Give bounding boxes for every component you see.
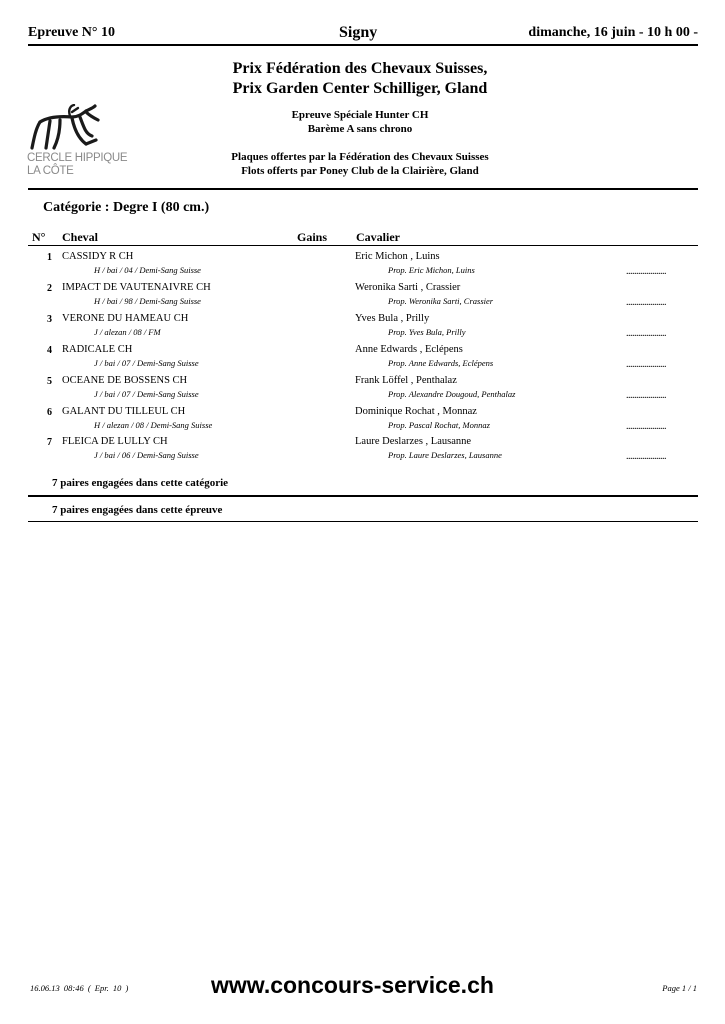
- result-blank: ....................: [626, 297, 666, 308]
- event-date: dimanche, 16 juin - 10 h 00 -: [528, 25, 698, 40]
- category-total: 7 paires engagées dans cette catégorie: [52, 477, 229, 489]
- owner: Prop. Alexandre Dougoud, Penthalaz: [388, 389, 516, 399]
- table-row: [0, 371, 725, 402]
- event-total-divider: [28, 521, 698, 522]
- column-header-gains: Gains: [297, 230, 328, 244]
- result-blank: ....................: [626, 390, 666, 401]
- prize-title-line2: Prix Garden Center Schilliger, Gland: [232, 80, 488, 97]
- entry-number: 2: [47, 283, 52, 294]
- horse-details: J / alezan / 08 / FM: [94, 327, 161, 337]
- table-row: [0, 340, 725, 371]
- horse-details: H / bai / 04 / Demi-Sang Suisse: [94, 265, 201, 275]
- logo-text-line1: CERCLE HIPPIQUE: [27, 152, 128, 164]
- result-blank: ....................: [626, 421, 666, 432]
- result-blank: ....................: [626, 359, 666, 370]
- horse-name: RADICALE CH: [62, 344, 133, 355]
- header-divider: [28, 44, 698, 46]
- rider-name: Dominique Rochat , Monnaz: [355, 406, 477, 417]
- scoring-scale: Barème A sans chrono: [307, 123, 413, 135]
- page-header: [28, 22, 698, 46]
- entry-number: 7: [47, 437, 52, 448]
- summary-divider: [28, 495, 698, 497]
- table-row: [0, 432, 725, 463]
- entry-number: 1: [47, 252, 52, 263]
- horse-details: J / bai / 07 / Demi-Sang Suisse: [94, 389, 199, 399]
- horse-name: GALANT DU TILLEUL CH: [62, 406, 186, 417]
- prize-title-line1: Prix Fédération des Chevaux Suisses,: [232, 60, 488, 77]
- horse-details: J / bai / 07 / Demi-Sang Suisse: [94, 358, 199, 368]
- rider-name: Eric Michon , Luins: [355, 251, 440, 262]
- rider-name: Weronika Sarti , Crassier: [355, 282, 461, 293]
- category-heading: Catégorie : Degre I (80 cm.): [43, 200, 210, 215]
- owner: Prop. Anne Edwards, Eclépens: [388, 358, 494, 368]
- rider-name: Yves Bula , Prilly: [355, 313, 430, 324]
- table-row: [0, 247, 725, 278]
- logo-text-line2: LA CÔTE: [27, 165, 74, 177]
- event-total: 7 paires engagées dans cette épreuve: [52, 504, 223, 516]
- entry-number: 3: [47, 314, 52, 325]
- horse-details: J / bai / 06 / Demi-Sang Suisse: [94, 450, 199, 460]
- horse-rider-icon: [26, 104, 116, 154]
- horse-name: VERONE DU HAMEAU CH: [62, 313, 189, 324]
- horse-name: IMPACT DE VAUTENAIVRE CH: [62, 282, 211, 293]
- owner: Prop. Pascal Rochat, Monnaz: [388, 420, 490, 430]
- horse-name: CASSIDY R CH: [62, 251, 134, 262]
- column-header-number: N°: [32, 230, 46, 244]
- venue: Signy: [339, 24, 378, 41]
- horse-details: H / alezan / 08 / Demi-Sang Suisse: [94, 420, 213, 430]
- owner: Prop. Eric Michon, Luins: [388, 265, 475, 275]
- flots-sponsor: Flots offerts par Poney Club de la Clairière, Gland: [241, 165, 479, 177]
- website-link[interactable]: www.concours-service.ch: [211, 972, 494, 998]
- horse-name: OCEANE DE BOSSENS CH: [62, 375, 188, 386]
- result-blank: ....................: [626, 451, 666, 462]
- owner: Prop. Laure Deslarzes, Lausanne: [388, 450, 502, 460]
- entry-number: 6: [47, 407, 52, 418]
- rider-name: Laure Deslarzes , Lausanne: [355, 436, 472, 447]
- horse-details: H / bai / 98 / Demi-Sang Suisse: [94, 296, 201, 306]
- print-timestamp: 16.06.13 08:46 ( Epr. 10 ): [30, 983, 129, 993]
- event-number: Epreuve N° 10: [28, 25, 116, 40]
- title-divider: [28, 188, 698, 190]
- result-blank: ....................: [626, 328, 666, 339]
- entry-number: 4: [47, 345, 52, 356]
- owner: Prop. Yves Bula, Prilly: [388, 327, 466, 337]
- plaques-sponsor: Plaques offertes par la Fédération des Chevaux Suisses: [231, 151, 489, 163]
- horse-name: FLEICA DE LULLY CH: [62, 436, 168, 447]
- owner: Prop. Weronika Sarti, Crassier: [388, 296, 494, 306]
- result-blank: ....................: [626, 266, 666, 277]
- table-row: [0, 278, 725, 309]
- page-number: Page 1 / 1: [662, 983, 697, 993]
- column-header-horse: Cheval: [62, 230, 98, 244]
- column-header-rider: Cavalier: [356, 230, 400, 244]
- rider-name: Anne Edwards , Eclépens: [355, 344, 463, 355]
- entry-number: 5: [47, 376, 52, 387]
- table-row: [0, 402, 725, 433]
- table-row: [0, 309, 725, 340]
- column-header-divider: [28, 245, 698, 246]
- event-type: Epreuve Spéciale Hunter CH: [291, 109, 429, 121]
- rider-name: Frank Löffel , Penthalaz: [355, 375, 457, 386]
